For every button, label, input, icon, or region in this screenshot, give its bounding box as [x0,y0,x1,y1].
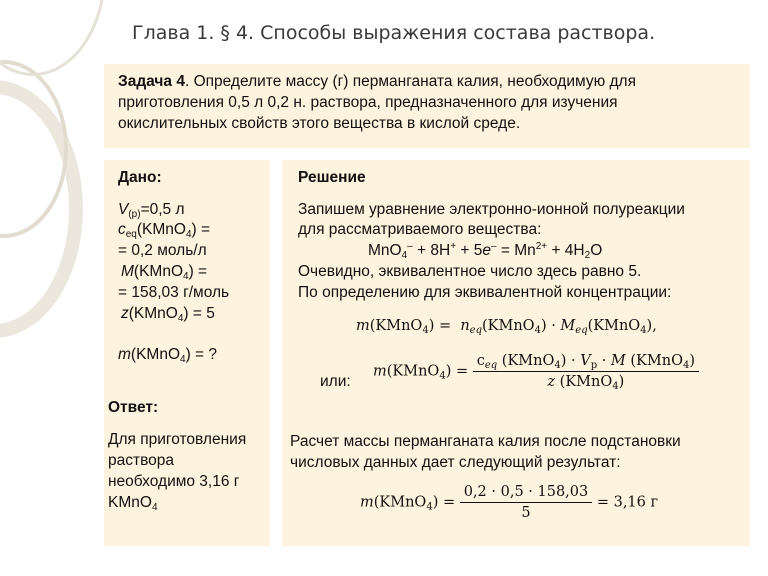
task-line-2: приготовления 0,5 л 0,2 н. раствора, предназначенного для изучения [118,94,618,111]
result-numerator: 0,2 · 0,5 · 158,03 [460,484,593,503]
half-reaction-equation: $MnO_4^- + 8H^+ + 5e^- = Mn^{2+} + 4H_2O$ [368,241,603,261]
decorative-ring-thin [0,0,106,76]
page-title: Глава 1. § 4. Способы выражения состава раствора. [132,22,656,44]
given-concentration: $c_{eq}(KMnO_4)$ = [118,221,211,240]
formula-fraction: $\frac{c_{eq} (KMnO_4) \cdot V_р \cdot M (KMnO_4)}{z (KMnO_4)}$ [473,353,699,390]
given-equivalent-number: z(KMnO$_4$) = 5 [121,305,215,324]
answer-line-3: необходимо 3,16 г [108,473,240,490]
given-unknown: m(KMnO$_4$) = ? [118,346,218,365]
or-label: или: [320,373,351,390]
solution-line-2: для рассматриваемого вещества: [298,221,542,238]
given-molar-mass-value: = 158,03 г/моль [118,284,230,301]
solution-heading: Решение [298,169,366,186]
given-molar-mass: M(KMnO$_4$) = [121,263,208,282]
task-label: Задача 4 [118,73,185,90]
answer-line-4: KMnO$_4$ [108,494,158,513]
solution-line-5: По определению для эквивалентной концентрации: [298,284,672,301]
task-text-1: . Определите массу (г) перманганата калия, необходимую для [184,73,636,90]
answer-heading: Ответ: [108,399,159,416]
task-line-1 [118,72,636,92]
given-concentration-value: = 0,2 моль/л [118,242,207,259]
answer-line-2: раствора [108,452,175,469]
result-formula: m(KMnO$_4$) = $\frac{0,2 \cdot 0,5 \cdot 158,03}{5}$ = 3,16 г [360,484,659,521]
equivalent-mass-formula: m(KMnO$_4$) = $n_{eq}(KMnO_4)$ · $M_{eq}(KMnO_4)$, [356,318,657,336]
solution-line-1: Запишем уравнение электронно-ионной полуреакции [298,201,685,218]
concentration-mass-formula: m(KMnO$_4$) = $\frac{c_{eq} (KMnO_4) \cdot V_р \cdot M (KMnO_4)}{z (KMnO_4)}$ [373,353,699,390]
result-fraction [460,484,593,521]
decorative-ring-small [0,60,68,238]
calc-line-1: Расчет массы перманганата калия после подстановки [290,433,681,450]
task-line-3: окислительных свойств этого вещества в кислой среде. [118,115,521,132]
solution-line-4: Очевидно, эквивалентное число здесь равно 5. [298,263,642,280]
given-volume: $V_{(р)}=0,5$ л [118,201,185,220]
calc-line-2: числовых данных дает следующий результат: [290,454,621,471]
given-heading: Дано: [118,169,162,186]
result-denominator: 5 [521,505,531,521]
answer-line-1: Для приготовления [108,431,247,448]
result-value: = 3,16 г [596,494,659,511]
decorative-ring-large [0,80,83,338]
